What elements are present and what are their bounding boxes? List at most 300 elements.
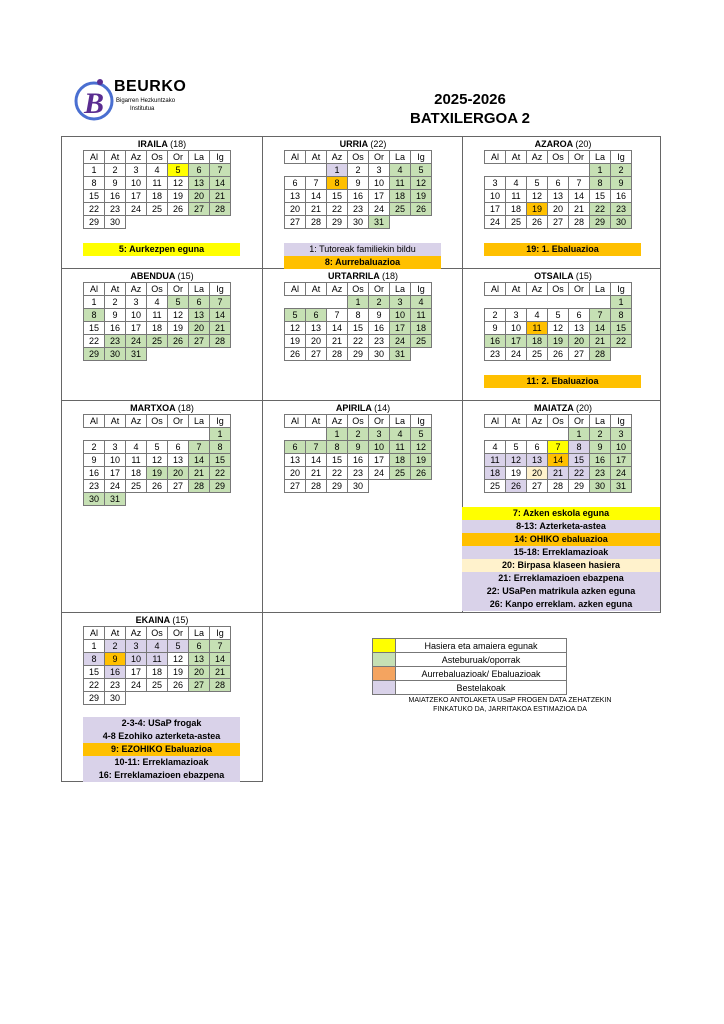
legend-label: Asteburuak/oporrak	[396, 653, 567, 667]
day-cell: 16	[369, 322, 390, 335]
day-cell: 28	[327, 348, 348, 361]
day-cell: 10	[126, 177, 147, 190]
day-cell: 28	[306, 480, 327, 493]
day-cell: 29	[569, 480, 590, 493]
day-cell: 18	[485, 467, 506, 480]
day-cell: 24	[506, 348, 527, 361]
day-cell: Ig	[411, 415, 432, 428]
day-cell: Al	[485, 151, 506, 164]
day-cell: 3	[611, 428, 632, 441]
day-cell: 12	[147, 454, 168, 467]
day-cell: 21	[210, 322, 231, 335]
week-row	[84, 203, 231, 216]
day-cell: 14	[189, 454, 210, 467]
day-cell: La	[590, 415, 611, 428]
day-cell: 15	[327, 190, 348, 203]
day-cell: 26	[168, 203, 189, 216]
event-note: 5: Aurkezpen eguna	[83, 243, 240, 256]
week-row	[84, 177, 231, 190]
day-cell: 15	[569, 454, 590, 467]
day-cell: 8	[327, 441, 348, 454]
day-cell: 15	[210, 454, 231, 467]
day-cell: At	[306, 283, 327, 296]
day-cell: 2	[369, 296, 390, 309]
month-title: MARTXOA (18)	[130, 403, 194, 413]
calendar-grid	[284, 282, 432, 361]
day-cell: 21	[210, 190, 231, 203]
empty-cell	[527, 296, 548, 309]
day-cell: 11	[506, 190, 527, 203]
day-cell: La	[189, 627, 210, 640]
day-cell: Os	[147, 627, 168, 640]
day-cell: 30	[611, 216, 632, 229]
month-title: IRAILA (18)	[137, 139, 187, 149]
day-cell: 1	[611, 296, 632, 309]
calendar-grid	[284, 414, 432, 493]
week-row	[485, 177, 632, 190]
day-cell: 9	[590, 441, 611, 454]
day-cell: 17	[369, 190, 390, 203]
day-cell: 15	[611, 322, 632, 335]
day-cell: 5	[168, 640, 189, 653]
day-cell: 24	[369, 203, 390, 216]
empty-cell	[485, 428, 506, 441]
day-cell: 15	[84, 666, 105, 679]
day-cell: 13	[569, 322, 590, 335]
week-row	[485, 454, 632, 467]
week-row	[485, 428, 632, 441]
day-cell: 4	[411, 296, 432, 309]
day-cell: 27	[189, 203, 210, 216]
day-cell: At	[306, 151, 327, 164]
day-cell: 12	[411, 177, 432, 190]
day-cell: La	[390, 151, 411, 164]
empty-cell	[306, 428, 327, 441]
week-row	[485, 190, 632, 203]
empty-cell	[147, 216, 168, 229]
week-row	[84, 348, 231, 361]
empty-cell	[147, 493, 168, 506]
day-cell: 29	[327, 480, 348, 493]
day-cell: 11	[485, 454, 506, 467]
empty-cell	[548, 428, 569, 441]
day-cell: 1	[569, 428, 590, 441]
weekday-header	[285, 415, 432, 428]
day-cell: 18	[506, 203, 527, 216]
month-title: URRIA (22)	[339, 139, 387, 149]
day-cell: 2	[348, 164, 369, 177]
month-iraila	[62, 137, 262, 229]
day-cell: 23	[105, 335, 126, 348]
day-cell: 8	[84, 177, 105, 190]
day-cell: 26	[527, 216, 548, 229]
weekday-header	[84, 415, 231, 428]
month-martxoa	[62, 401, 262, 506]
day-cell: 16	[84, 467, 105, 480]
week-row	[485, 296, 632, 309]
day-cell: 11	[390, 441, 411, 454]
empty-cell	[485, 296, 506, 309]
day-cell: 2	[348, 428, 369, 441]
day-cell: Os	[348, 415, 369, 428]
day-cell: 4	[506, 177, 527, 190]
day-cell: Az	[327, 151, 348, 164]
day-cell: 4	[390, 164, 411, 177]
week-row	[285, 428, 432, 441]
week-row	[285, 322, 432, 335]
calendar-grid	[83, 626, 231, 705]
day-cell: Or	[369, 283, 390, 296]
day-cell: 23	[105, 679, 126, 692]
day-cell: 10	[506, 322, 527, 335]
week-row	[485, 467, 632, 480]
day-cell: 22	[590, 203, 611, 216]
day-cell: 4	[390, 428, 411, 441]
day-cell: 7	[210, 640, 231, 653]
day-cell: 8	[84, 309, 105, 322]
day-cell: 18	[147, 666, 168, 679]
empty-cell	[285, 164, 306, 177]
day-cell: 29	[84, 216, 105, 229]
day-cell: Al	[84, 151, 105, 164]
day-cell: 22	[84, 203, 105, 216]
empty-cell	[168, 428, 189, 441]
week-row	[485, 216, 632, 229]
day-cell: Or	[168, 627, 189, 640]
month-title: OTSAILA (15)	[534, 271, 592, 281]
day-cell: 26	[168, 679, 189, 692]
day-cell: Os	[548, 415, 569, 428]
day-cell: 27	[189, 335, 210, 348]
event-note: 22: USaPen matrikula azken eguna	[462, 585, 660, 598]
empty-cell	[506, 296, 527, 309]
week-row	[285, 454, 432, 467]
day-cell: 11	[527, 322, 548, 335]
day-cell: 13	[548, 190, 569, 203]
event-note: 10-11: Erreklamazioak	[83, 756, 240, 769]
day-cell: 14	[306, 454, 327, 467]
day-cell: Az	[126, 415, 147, 428]
day-cell: 11	[390, 177, 411, 190]
day-cell: 13	[285, 190, 306, 203]
day-cell: 24	[126, 335, 147, 348]
day-cell: At	[105, 415, 126, 428]
empty-cell	[527, 164, 548, 177]
day-cell: Al	[285, 415, 306, 428]
day-cell: Az	[527, 415, 548, 428]
day-cell: 14	[327, 322, 348, 335]
legend-swatch	[373, 681, 396, 695]
day-cell: 19	[506, 467, 527, 480]
day-cell: La	[390, 283, 411, 296]
day-cell: 2	[84, 441, 105, 454]
empty-cell	[411, 480, 432, 493]
legend-swatch	[373, 639, 396, 653]
week-row	[285, 164, 432, 177]
day-cell: 3	[126, 296, 147, 309]
day-cell: 19	[168, 666, 189, 679]
day-cell: 17	[611, 454, 632, 467]
empty-cell	[126, 428, 147, 441]
day-cell: 7	[306, 441, 327, 454]
day-cell: 29	[210, 480, 231, 493]
day-cell: 7	[210, 164, 231, 177]
day-cell: 22	[348, 335, 369, 348]
event-note: 21: Erreklamazioen ebazpena	[462, 572, 660, 585]
day-cell: Ig	[210, 283, 231, 296]
day-cell: 23	[348, 467, 369, 480]
day-cell: 14	[590, 322, 611, 335]
day-cell: 19	[168, 322, 189, 335]
day-cell: Os	[147, 283, 168, 296]
week-row	[285, 309, 432, 322]
event-note: 8: Aurrebaluazioa	[284, 256, 441, 269]
day-cell: 17	[506, 335, 527, 348]
empty-cell	[285, 428, 306, 441]
day-cell: 21	[569, 203, 590, 216]
event-note: 7: Azken eskola eguna	[462, 507, 660, 520]
day-cell: Os	[348, 283, 369, 296]
day-cell: 6	[189, 164, 210, 177]
day-cell: 4	[147, 164, 168, 177]
empty-cell	[390, 216, 411, 229]
day-cell: Al	[84, 627, 105, 640]
day-cell: 30	[348, 216, 369, 229]
empty-cell	[168, 692, 189, 705]
footnote: MAIATZEKO ANTOLAKETA USaP FROGEN DATA ZEHATZEKIN FINKATUKO DA, JARRITAKOA ESTIMAZIOA DA	[408, 697, 612, 713]
day-cell: 13	[189, 653, 210, 666]
event-note: 16: Erreklamazioen ebazpena	[83, 769, 240, 782]
day-cell: 31	[611, 480, 632, 493]
weekday-header	[285, 151, 432, 164]
day-cell: 19	[147, 467, 168, 480]
day-cell: 8	[590, 177, 611, 190]
event-note: 15-18: Erreklamazioak	[462, 546, 660, 559]
day-cell: 25	[147, 679, 168, 692]
day-cell: 31	[105, 493, 126, 506]
empty-cell	[189, 493, 210, 506]
empty-cell	[285, 296, 306, 309]
day-cell: 6	[285, 177, 306, 190]
day-cell: 11	[147, 653, 168, 666]
day-cell: 3	[485, 177, 506, 190]
week-row	[84, 428, 231, 441]
day-cell: 13	[189, 309, 210, 322]
day-cell: 16	[590, 454, 611, 467]
week-row	[84, 441, 231, 454]
calendar-grid	[83, 282, 231, 361]
week-row	[285, 203, 432, 216]
day-cell: 19	[527, 203, 548, 216]
empty-cell	[126, 216, 147, 229]
day-cell: 20	[285, 467, 306, 480]
day-cell: 6	[168, 441, 189, 454]
empty-cell	[411, 348, 432, 361]
day-cell: 6	[548, 177, 569, 190]
day-cell: 13	[306, 322, 327, 335]
week-row	[285, 335, 432, 348]
day-cell: 5	[527, 177, 548, 190]
empty-cell	[527, 428, 548, 441]
month-title: URTARRILA (18)	[327, 271, 399, 281]
day-cell: 12	[548, 322, 569, 335]
day-cell: 23	[611, 203, 632, 216]
day-cell: 30	[105, 348, 126, 361]
month-azaroa	[463, 137, 663, 229]
color-legend	[372, 638, 567, 695]
day-cell: 24	[369, 467, 390, 480]
day-cell: 6	[189, 296, 210, 309]
weekday-header	[285, 283, 432, 296]
day-cell: 28	[210, 203, 231, 216]
day-cell: Al	[285, 283, 306, 296]
day-cell: Ig	[611, 151, 632, 164]
month-title: ABENDUA (15)	[130, 271, 194, 281]
empty-cell	[147, 348, 168, 361]
day-cell: 2	[485, 309, 506, 322]
day-cell: 10	[485, 190, 506, 203]
weekday-header	[485, 151, 632, 164]
week-row	[84, 666, 231, 679]
day-cell: 31	[126, 348, 147, 361]
day-cell: 16	[105, 190, 126, 203]
day-cell: 14	[306, 190, 327, 203]
day-cell: 14	[210, 309, 231, 322]
day-cell: 11	[147, 177, 168, 190]
day-cell: 11	[126, 454, 147, 467]
day-cell: 23	[485, 348, 506, 361]
week-row	[285, 216, 432, 229]
legend-swatch	[373, 653, 396, 667]
empty-cell	[569, 164, 590, 177]
calendar-grid	[83, 150, 231, 229]
day-cell: 29	[84, 692, 105, 705]
day-cell: Os	[548, 283, 569, 296]
day-cell: 27	[548, 216, 569, 229]
empty-cell	[168, 348, 189, 361]
day-cell: 18	[390, 190, 411, 203]
day-cell: 30	[84, 493, 105, 506]
empty-cell	[548, 164, 569, 177]
day-cell: 26	[411, 203, 432, 216]
day-cell: 1	[348, 296, 369, 309]
day-cell: 27	[285, 480, 306, 493]
week-row	[84, 679, 231, 692]
empty-cell	[506, 428, 527, 441]
day-cell: 5	[168, 296, 189, 309]
day-cell: 20	[168, 467, 189, 480]
day-cell: 23	[84, 480, 105, 493]
logo-name: BEURKO	[114, 78, 187, 95]
day-cell: 8	[348, 309, 369, 322]
day-cell: 28	[590, 348, 611, 361]
day-cell: 3	[105, 441, 126, 454]
day-cell: Az	[527, 283, 548, 296]
empty-cell	[189, 216, 210, 229]
day-cell: 3	[390, 296, 411, 309]
day-cell: 21	[306, 467, 327, 480]
day-cell: 2	[590, 428, 611, 441]
empty-cell	[189, 348, 210, 361]
day-cell: 9	[84, 454, 105, 467]
empty-cell	[168, 493, 189, 506]
day-cell: 28	[306, 216, 327, 229]
day-cell: 12	[168, 309, 189, 322]
day-cell: 16	[348, 454, 369, 467]
day-cell: 6	[306, 309, 327, 322]
day-cell: 6	[527, 441, 548, 454]
empty-cell	[327, 296, 348, 309]
legend-swatch	[373, 667, 396, 681]
day-cell: 20	[285, 203, 306, 216]
calendar-grid	[484, 150, 632, 229]
calendar-grid	[284, 150, 432, 229]
week-row	[285, 190, 432, 203]
day-cell: At	[306, 415, 327, 428]
day-cell: 3	[506, 309, 527, 322]
day-cell: 18	[126, 467, 147, 480]
day-cell: 23	[348, 203, 369, 216]
day-cell: 29	[327, 216, 348, 229]
day-cell: 28	[189, 480, 210, 493]
day-cell: 6	[285, 441, 306, 454]
day-cell: 18	[527, 335, 548, 348]
month-abendua	[62, 269, 262, 361]
day-cell: 3	[369, 428, 390, 441]
day-cell: 26	[147, 480, 168, 493]
day-cell: 13	[168, 454, 189, 467]
day-cell: 30	[105, 216, 126, 229]
day-cell: Az	[327, 283, 348, 296]
week-row	[84, 467, 231, 480]
day-cell: Az	[126, 283, 147, 296]
month-urtarrila	[263, 269, 463, 361]
page-title	[360, 90, 580, 128]
day-cell: 28	[548, 480, 569, 493]
day-cell: Az	[126, 151, 147, 164]
day-cell: 27	[527, 480, 548, 493]
empty-cell	[548, 296, 569, 309]
day-cell: 27	[285, 216, 306, 229]
empty-cell	[569, 296, 590, 309]
day-cell: Ig	[611, 415, 632, 428]
day-cell: 18	[147, 322, 168, 335]
event-note: 14: OHIKO ebaluazioa	[462, 533, 660, 546]
week-row	[485, 441, 632, 454]
day-cell: At	[506, 283, 527, 296]
day-cell: 6	[569, 309, 590, 322]
day-cell: 17	[369, 454, 390, 467]
day-cell: Os	[147, 415, 168, 428]
day-cell: 18	[411, 322, 432, 335]
empty-cell	[147, 428, 168, 441]
day-cell: 17	[126, 666, 147, 679]
day-cell: 17	[485, 203, 506, 216]
day-cell: 17	[126, 322, 147, 335]
weekday-header	[485, 415, 632, 428]
day-cell: 3	[126, 640, 147, 653]
empty-cell	[84, 428, 105, 441]
week-row	[485, 164, 632, 177]
day-cell: 5	[548, 309, 569, 322]
month-otsaila	[463, 269, 663, 361]
empty-cell	[411, 216, 432, 229]
day-cell: 26	[548, 348, 569, 361]
day-cell: 9	[348, 177, 369, 190]
day-cell: Or	[168, 415, 189, 428]
day-cell: 21	[189, 467, 210, 480]
day-cell: 9	[485, 322, 506, 335]
